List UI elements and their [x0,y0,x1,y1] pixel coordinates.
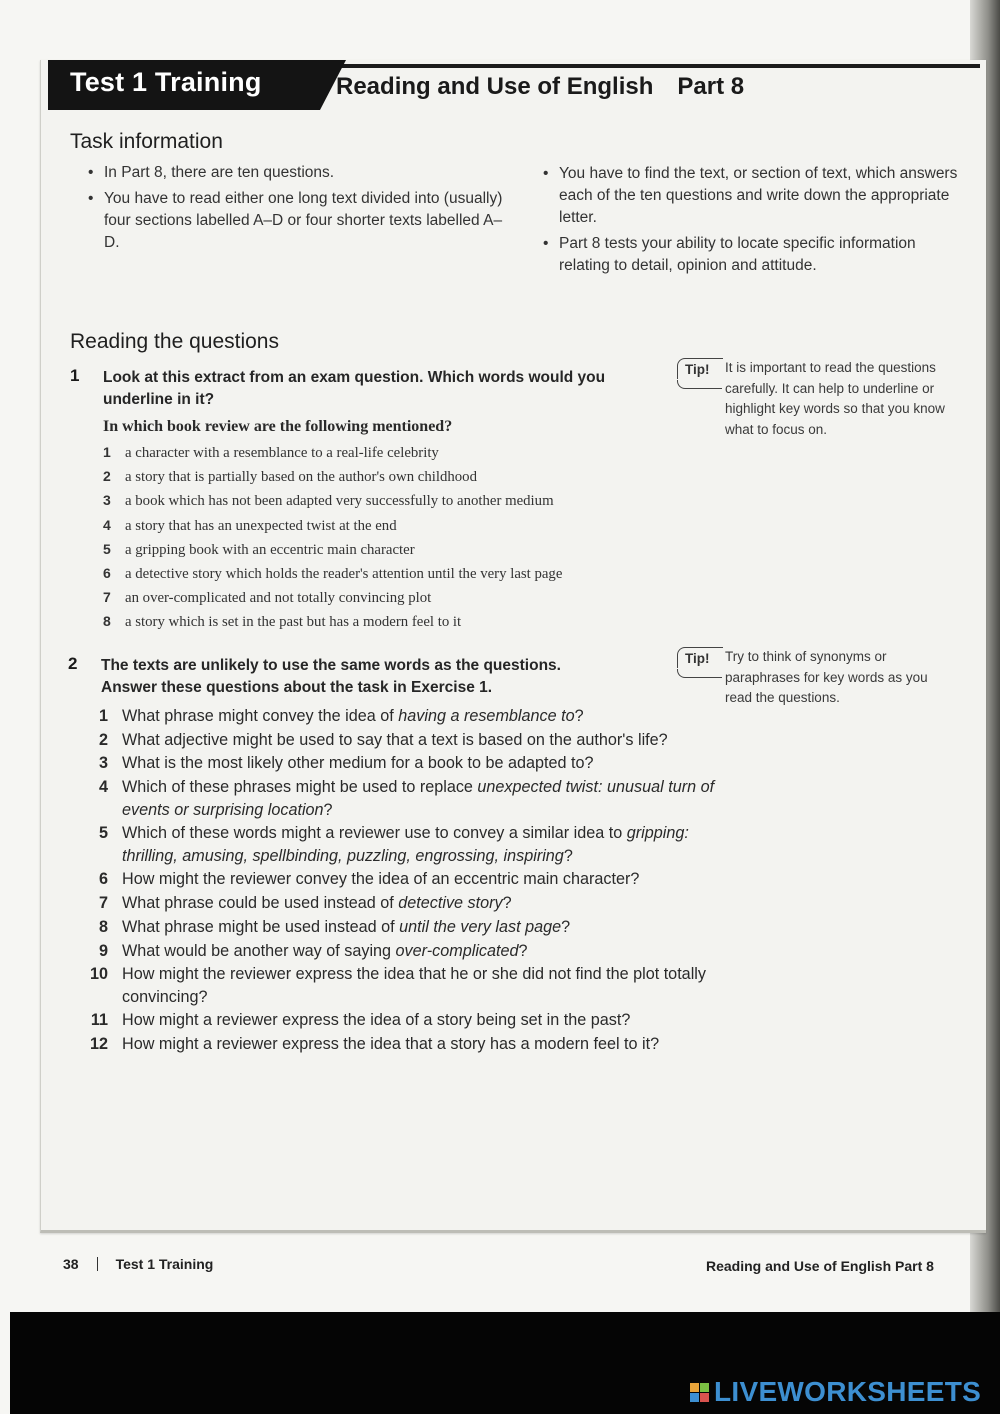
item-text: a character with a resemblance to a real-life celebrity [125,445,439,461]
question-text: What phrase could be used instead of [122,894,399,913]
question-number: 5 [98,824,108,843]
exercise-2-instruction-line1: The texts are unlikely to use the same words as the questions. [101,657,561,674]
question-italic-text: over-complicated [395,941,519,960]
question-italic-text: detective story [398,894,503,913]
question-end: ? [502,894,512,913]
question-text: What phrase might convey the idea of [122,707,399,725]
exercise-1-item [103,489,562,513]
item-number: 7 [103,589,111,606]
exercise-2-questions [88,705,728,1057]
question-italic-text: gripping: thrilling, amusing, spellbinding, puzzling, engrossing, inspiring [122,824,689,865]
question-italic-text: until the very last page [399,917,562,936]
logo-square-i [700,1383,709,1392]
exercise-2-question [88,916,728,939]
question-text: Which of these phrases might be used to replace [122,778,478,797]
question-text: What would be another way of saying [122,941,396,960]
question-number: 12 [89,1035,108,1054]
item-number: 6 [103,564,111,581]
item-number: 8 [103,613,111,630]
question-number: 6 [98,870,108,889]
task-info-heading: Task information [70,130,223,153]
question-number: 4 [98,778,108,797]
part-label: Part 8 [677,73,745,100]
item-number: 5 [103,540,111,557]
item-text: a story which is set in the past but has a modern feel to it [125,614,462,631]
footer-separator [97,1257,98,1271]
question-number: 7 [98,894,108,913]
question-end: ? [561,917,571,936]
task-info-left-bullets [86,162,506,258]
footer-right-label: Reading and Use of English Part 8 [706,1258,934,1274]
tip-text: It is important to read the questions carefully. It can help to underline or highlight key words so that you know what to focus on. [725,360,945,437]
bullet-item: • In Part 8, there are ten questions. [86,162,506,184]
exercise-2-instruction [101,655,681,699]
page-header [48,60,980,110]
question-text: How might a reviewer express the idea of a story being set in the past? [122,1011,631,1030]
item-number: 2 [103,468,111,485]
liveworksheets-logo-icon [690,1383,709,1402]
task-info-right-bullets [541,163,961,281]
question-number: 3 [98,754,108,773]
exercise-2-question [88,776,728,821]
exercise-1-item [103,538,562,562]
exercise-2-question [88,729,728,752]
item-text: an over-complicated and not totally convincing plot [125,590,432,607]
question-italic-text: having a resemblance to [398,707,575,725]
exercise-2-question [88,1009,728,1032]
exercise-2-question [88,705,728,728]
exercise-1-item [103,610,562,634]
reading-questions-heading: Reading the questions [70,330,279,353]
exercise-1-item [103,586,562,610]
section-title: Reading and Use of English [336,73,654,100]
footer-left-label: Test 1 Training [115,1256,214,1272]
page-number: 38 [63,1256,79,1272]
exercise-2-question [88,822,728,867]
tip-bracket [677,380,722,389]
exercise-2-instruction-line2: Answer these questions about the task in Exercise 1. [101,679,493,696]
footer-left [63,1256,213,1272]
question-text: What is the most likely other medium for a book to be adapted to? [122,754,594,773]
item-text: a story that is partially based on the author's own childhood [125,469,477,486]
tip-label: Tip! [677,647,723,668]
item-text: a gripping book with an eccentric main character [125,541,415,558]
exercise-1-item [103,441,562,465]
logo-square-e [700,1393,709,1402]
tip-text: Try to think of synonyms or paraphrases for key words as you read the questions. [725,649,928,705]
tip-bracket [677,669,722,678]
item-text: a story that has an unexpected twist at the end [125,517,397,534]
question-number: 8 [98,917,108,936]
question-text: What adjective might be used to say that a text is based on the author's life? [122,730,668,749]
item-number: 4 [103,516,111,533]
question-number: 1 [98,707,108,725]
item-number: 1 [103,444,111,460]
exercise-1-question: In which book review are the following mentioned? [103,418,453,435]
exercise-1-item [103,514,562,538]
question-number: 11 [90,1011,108,1030]
exercise-2-question [88,1033,728,1056]
header-badge: Test 1 Training [70,67,262,97]
exercise-1-item [103,562,562,586]
question-text: Which of these words might a reviewer use to convey a similar idea to [122,824,627,843]
exercise-2-question [88,868,728,891]
question-number: 9 [98,941,108,960]
question-italic-text: unexpected twist: unusual turn of events or surprising location [122,778,715,819]
liveworksheets-logo [690,1376,981,1408]
question-number: 2 [98,730,108,749]
logo-square-v [690,1393,699,1402]
bullet-item: • Part 8 tests your ability to locate specific information relating to detail, opinion and attitude. [541,233,961,277]
exercise-2-question [88,940,728,963]
question-text: How might the reviewer convey the idea of an eccentric main character? [122,870,640,889]
question-text: How might the reviewer express the idea that he or she did not find the plot totally convincing? [122,965,706,1006]
exercise-1-item [103,465,562,489]
question-text: How might a reviewer express the idea that a story has a modern feel to it? [122,1035,660,1054]
bullet-item: • You have to read either one long text divided into (usually) four sections labelled A–D or four shorter texts labelled A–D. [86,188,506,254]
item-text: a book which has not been adapted very successfully to another medium [125,493,554,510]
question-end: ? [323,800,333,819]
tip-label: Tip! [677,358,723,379]
exercise-1-instruction: Look at this extract from an exam question. Which words would you underline in it? [103,369,606,408]
exercise-2-question [88,752,728,775]
question-number: 10 [89,965,108,984]
item-number: 3 [103,492,111,509]
question-end: ? [574,707,584,725]
question-text: What phrase might be used instead of [122,917,400,936]
logo-square-l [690,1383,699,1392]
header-title [336,73,744,101]
liveworksheets-wordmark: LIVEWORKSHEETS [714,1376,982,1407]
question-end: ? [518,941,528,960]
exercise-1-number: 1 [70,366,80,385]
exercise-1-items [103,441,562,635]
item-text: a detective story which holds the reader's attention until the very last page [125,565,563,582]
bullet-item: • You have to find the text, or section of text, which answers each of the ten questions and write down the appropriate letter. [541,163,961,229]
exercise-2-question [88,963,728,1008]
exercise-2-question [88,892,728,915]
exercise-2-number: 2 [68,654,78,673]
question-end: ? [563,846,573,865]
